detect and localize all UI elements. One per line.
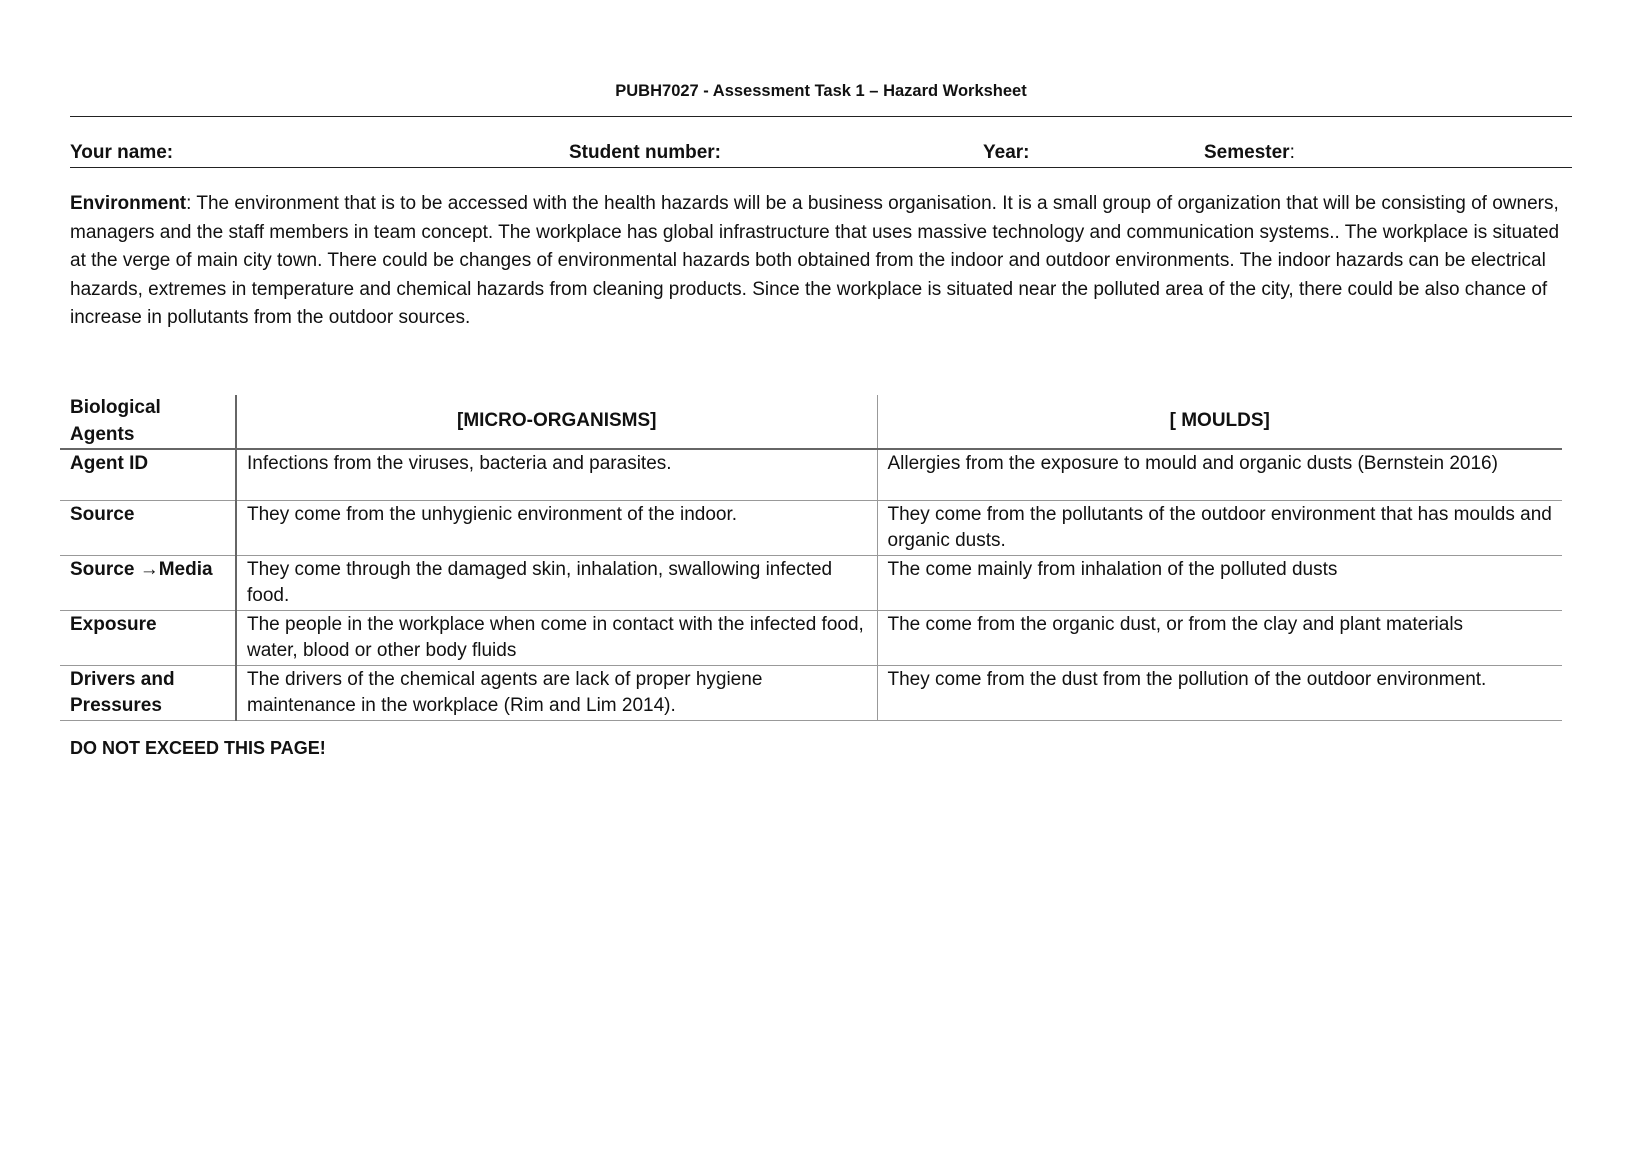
semester-colon: : [1289,142,1295,163]
environment-label: Environment [70,193,187,214]
moulds-cell: The come from the organic dust, or from the clay and plant materials [877,610,1562,665]
document-title: PUBH7027 - Assessment Task 1 – Hazard Worksheet [615,82,1027,100]
row-label: Source [60,500,236,555]
table-row-exposure [60,610,1562,665]
header-micro-organisms: [MICRO-ORGANISMS] [236,395,877,449]
table-row-drivers-pressures [60,665,1562,720]
table-row-source [60,500,1562,555]
table-row-agent-id [60,449,1562,500]
environment-paragraph [70,190,1570,333]
semester-label: Semester [1204,142,1290,163]
title-divider [70,116,1572,117]
row-label: Drivers and Pressures [60,665,236,720]
moulds-cell: They come from the dust from the pollution of the outdoor environment. [877,665,1562,720]
moulds-cell: Allergies from the exposure to mould and organic dusts (Bernstein 2016) [877,449,1562,500]
moulds-cell: The come mainly from inhalation of the polluted dusts [877,555,1562,610]
student-info-row [70,142,1572,168]
micro-organisms-cell: Infections from the viruses, bacteria and parasites. [236,449,877,500]
micro-organisms-cell: The drivers of the chemical agents are lack of proper hygiene maintenance in the workplace (Rim and Lim 2014). [236,665,877,720]
micro-organisms-cell: They come from the unhygienic environment of the indoor. [236,500,877,555]
row-label: Exposure [60,610,236,665]
table-header-row [60,395,1562,449]
moulds-cell: They come from the pollutants of the outdoor environment that has moulds and organic dusts. [877,500,1562,555]
table-row-source-media [60,555,1562,610]
your-name-field [70,142,173,164]
your-name-label: Your name: [70,142,174,163]
micro-organisms-cell: They come through the damaged skin, inhalation, swallowing infected food. [236,555,877,610]
semester-field [1204,142,1295,164]
environment-text: : The environment that is to be accessed with the health hazards will be a business organisation. It is a small group of organization that will be consisting of owners, managers and the staff members in team concept. The workplace has global infrastructure that uses massive technology and communication systems.. The workplace is situated at the verge of main city town. There could be changes of environmental hazards both obtained from the indoor and outdoor environments. The indoor hazards can be electrical hazards, extremes in temperature and chemical hazards from cleaning products. Since the workplace is situated near the polluted area of the city, there could be also chance of increase in pollutants from the outdoor sources. [70,193,1560,328]
header-moulds: [ MOULDS] [877,395,1562,449]
row-label: Agent ID [60,449,236,500]
header-biological-agents: Biological Agents [60,395,236,449]
year-field [983,142,1029,164]
student-number-field [569,142,721,164]
hazard-table [60,395,1562,721]
year-label: Year: [983,142,1030,163]
student-number-label: Student number: [569,142,721,163]
row-label: Source →Media [60,555,236,610]
page-limit-note: DO NOT EXCEED THIS PAGE! [70,738,326,758]
micro-organisms-cell: The people in the workplace when come in contact with the infected food, water, blood or other body fluids [236,610,877,665]
